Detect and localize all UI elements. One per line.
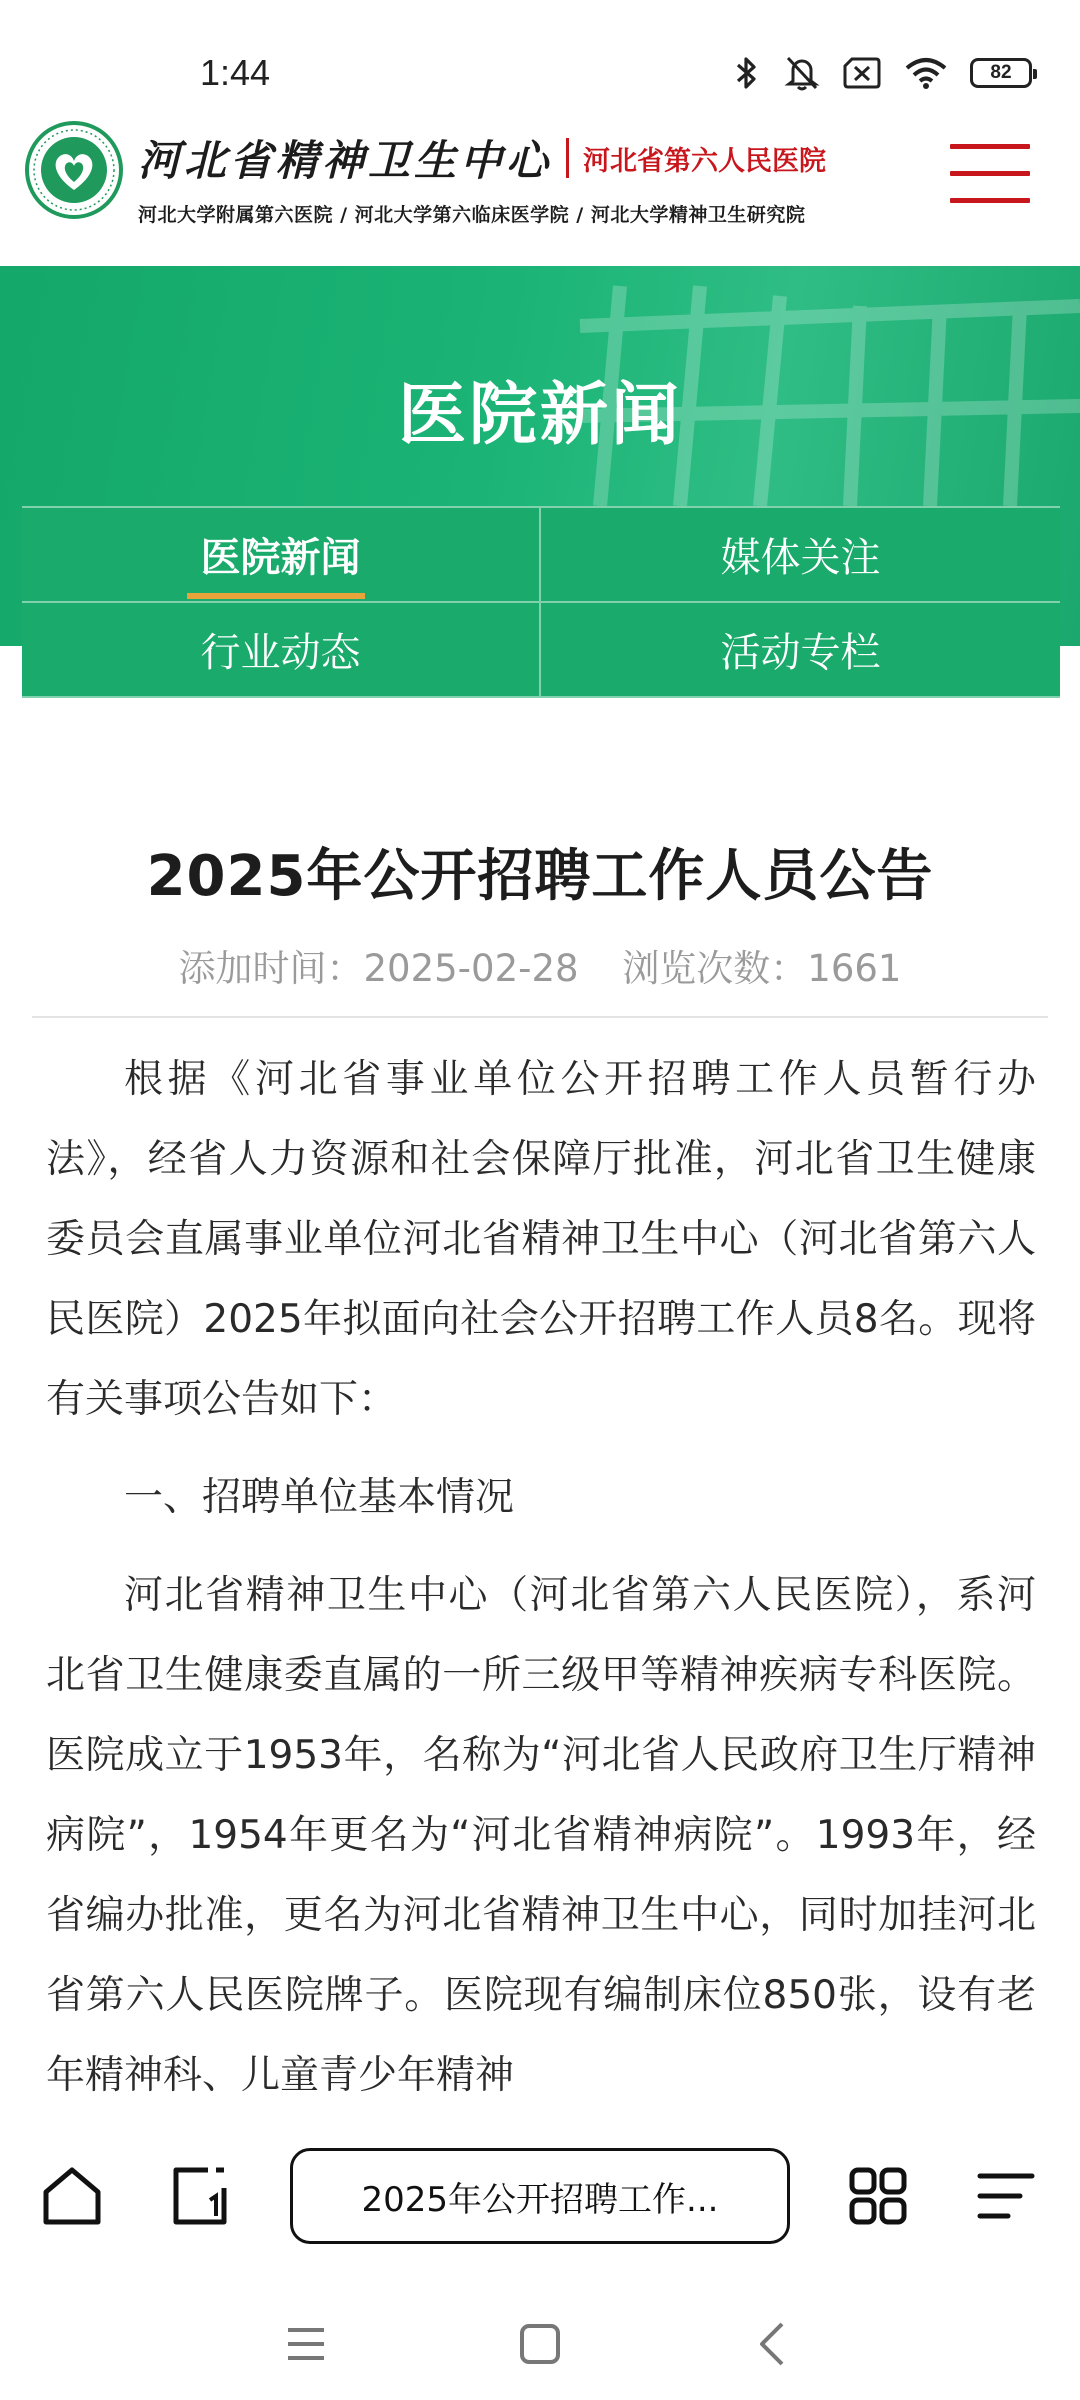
- status-time: 1:44: [200, 52, 271, 93]
- hospital-name: 河北省精神卫生中心: [138, 136, 553, 185]
- article-section-heading: 一、招聘单位基本情况: [124, 1475, 515, 1520]
- status-bar: [0, 0, 1080, 110]
- recent-apps-icon[interactable]: [278, 2316, 334, 2372]
- battery-icon: 82: [970, 58, 1032, 88]
- wifi-icon: [904, 56, 948, 90]
- logo-divider: [566, 138, 569, 178]
- hospital-logo-text[interactable]: [138, 128, 826, 227]
- back-icon[interactable]: [746, 2316, 802, 2372]
- banner-title: 医院新闻: [397, 376, 682, 455]
- article-added-time: 添加时间：2025-02-28: [178, 947, 579, 990]
- article-paragraph: 河北省精神卫生中心（河北省第六人民医院），系河北省卫生健康委直属的一所三级甲等精神疾病专科医院。医院成立于1953年，名称为“河北省人民政府卫生厅精神病院”，1954年更名为“河北省精神病院”。1993年，经省编办批准，更名为河北省精神卫生中心，同时加挂河北省第六人民医院牌子。医院现有编制床位850张，设有老年精神科、儿童青少年精神: [46, 1573, 1036, 2098]
- tab-events[interactable]: 活动专栏: [541, 603, 1060, 698]
- tab-media-coverage[interactable]: 媒体关注: [541, 508, 1060, 603]
- site-header: [0, 110, 1080, 266]
- tab-hospital-news[interactable]: 医院新闻: [22, 508, 541, 603]
- article-paragraph: 根据《河北省事业单位公开招聘工作人员暂行办法》，经省人力资源和社会保障厅批准，河北省卫生健康委员会直属事业单位河北省精神卫生中心（河北省第六人民医院）2025年拟面向社会公开招聘工作人员8名。现将有关事项公告如下：: [46, 1057, 1036, 1422]
- grid-apps-icon[interactable]: [842, 2160, 914, 2232]
- hospital-alt-name: 河北省第六人民医院: [583, 145, 827, 177]
- category-tabs: [22, 506, 1060, 698]
- hospital-logo-emblem: [24, 120, 124, 220]
- home-icon[interactable]: [36, 2160, 108, 2232]
- divider: [32, 1016, 1048, 1018]
- sim-off-icon: [842, 56, 882, 90]
- tabs-icon[interactable]: [164, 2160, 236, 2232]
- article-body: [46, 1040, 1036, 2108]
- mute-icon: [784, 54, 820, 92]
- article-title: 2025年公开招聘工作人员公告: [146, 844, 934, 909]
- bluetooth-icon: [732, 55, 762, 91]
- article-view-count: 浏览次数：1661: [622, 947, 902, 990]
- browser-toolbar: [0, 2108, 1080, 2288]
- status-icons: [732, 54, 1032, 92]
- article-meta: [0, 938, 1080, 992]
- hamburger-menu-icon[interactable]: [950, 144, 1030, 206]
- tab-industry-news[interactable]: 行业动态: [22, 603, 541, 698]
- home-nav-icon[interactable]: [512, 2316, 568, 2372]
- menu-lines-icon[interactable]: [970, 2160, 1042, 2232]
- address-bar[interactable]: 2025年公开招聘工作...: [290, 2148, 790, 2244]
- hospital-affiliations: 河北大学附属第六医院 / 河北大学第六临床医学院 / 河北大学精神卫生研究院: [138, 204, 806, 226]
- system-nav-bar: [0, 2288, 1080, 2400]
